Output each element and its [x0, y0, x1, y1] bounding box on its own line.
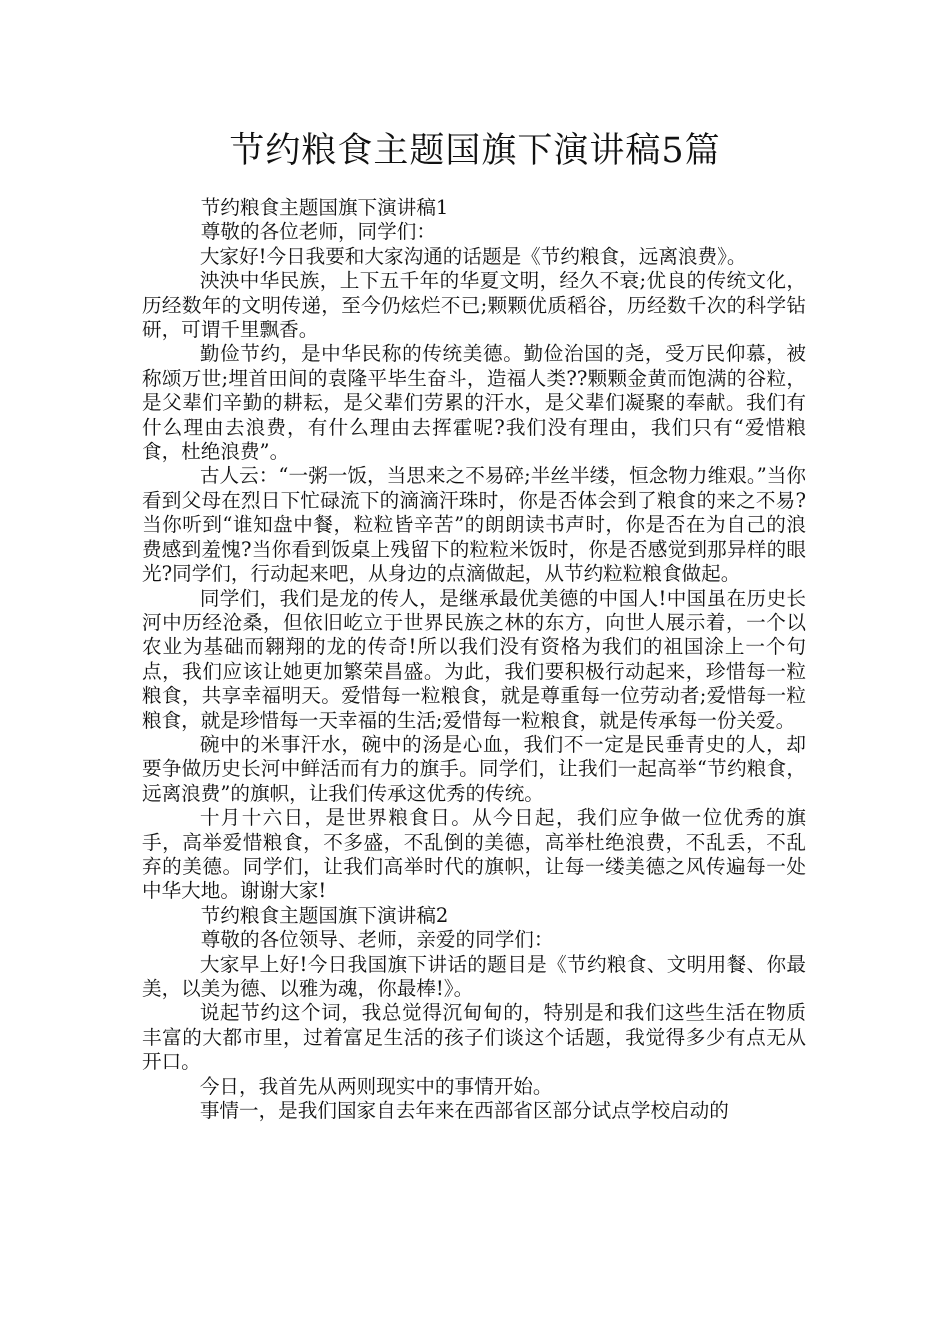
paragraph: 大家早上好!今日我国旗下讲话的题目是《节约粮食、文明用餐、你最美，以美为德、以雅为魂，你最棒!》。 [142, 952, 806, 1000]
paragraph: 同学们，我们是龙的传人，是继承最优美德的中国人!中国虽在历史长河中历经沧桑，但依旧屹立于世界民族之林的东方，向世人展示着，一个以农业为基础而翱翔的龙的传奇!所以我们没有资格为我们的祖国涂上一个句点，我们应该让她更加繁荣昌盛。为此，我们要积极行动起来，珍惜每一粒粮食，共享幸福明天。爱惜每一粒粮食，就是尊重每一位劳动者;爱惜每一粒粮食，就是珍惜每一天幸福的生活;爱惜每一粒粮食，就是传承每一份关爱。 [142, 586, 806, 732]
document-body [142, 196, 806, 1123]
paragraph: 说起节约这个词，我总觉得沉甸甸的，特别是和我们这些生活在物质丰富的大都市里，过着富足生活的孩子们谈这个话题，我觉得多少有点无从开口。 [142, 1001, 806, 1074]
section-heading: 节约粮食主题国旗下演讲稿2 [200, 903, 449, 927]
section-heading: 节约粮食主题国旗下演讲稿1 [200, 196, 449, 219]
paragraph: 大家好!今日我要和大家沟通的话题是《节约粮食，远离浪费》。 [199, 244, 747, 268]
section-heading: 尊敬的各位老师，同学们： [200, 220, 436, 244]
paragraph: 今日，我首先从两则现实中的事情开始。 [199, 1074, 553, 1098]
paragraph: 古人云：“一粥一饭，当思来之不易碎;半丝半缕，恒念物力维艰。”当你看到父母在烈日下忙碌流下的滴滴汗珠时，你是否体会到了粮食的来之不易?当你听到“谁知盘中餐，粒粒皆辛苦”的朗朗读书声时，你是否在为自己的浪费感到羞愧?当你看到饭桌上残留下的粒粒米饭时，你是否感觉到那异样的眼光?同学们，行动起来吧，从身边的点滴做起，从节约粒粒粮食做起。 [142, 464, 806, 586]
paragraph: 碗中的米事汗水，碗中的汤是心血，我们不一定是民垂青史的人，却要争做历史长河中鲜活而有力的旗手。同学们，让我们一起高举“节约粮食，远离浪费”的旗帜，让我们传承这优秀的传统。 [142, 732, 806, 805]
paragraph: 勤俭节约，是中华民称的传统美德。勤俭治国的尧，受万民仰慕，被称颂万世;埋首田间的袁隆平毕生奋斗，造福人类??颗颗金黄而饱满的谷粒，是父辈们辛勤的耕耘，是父辈们劳累的汗水，是父辈们凝聚的奉献。我们有什么理由去浪费，有什么理由去挥霍呢?我们没有理由，我们只有“爱惜粮食，杜绝浪费”。 [142, 342, 806, 464]
paragraph: 事情一，是我们国家自去年来在西部省区部分试点学校启动的 [199, 1099, 729, 1123]
paragraph: 泱泱中华民族，上下五千年的华夏文明，经久不衰;优良的传统文化，历经数年的文明传递，至今仍炫烂不已;颗颗优质稻谷，历经数千次的科学钻研，可谓千里飘香。 [142, 269, 806, 342]
section-heading: 尊敬的各位领导、老师，亲爱的同学们： [200, 928, 554, 952]
paragraph: 十月十六日，是世界粮食日。从今日起，我们应争做一位优秀的旗手，高举爱惜粮食，不多盛，不乱倒的美德，高举杜绝浪费，不乱丢，不乱弃的美德。同学们，让我们高举时代的旗帜，让每一缕美德之风传遍每一处中华大地。谢谢大家! [142, 806, 806, 903]
document-title: 节约粮食主题国旗下演讲稿5篇 [229, 131, 721, 171]
